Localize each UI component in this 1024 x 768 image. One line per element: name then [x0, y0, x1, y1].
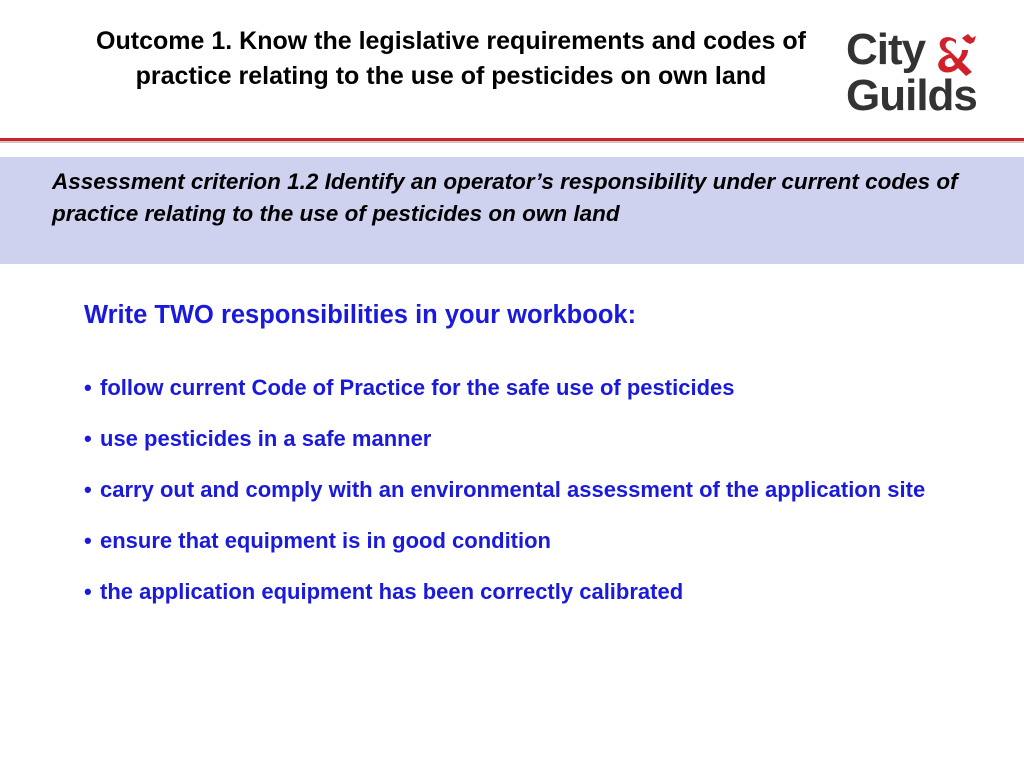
list-item-text: ensure that equipment is in good condition — [100, 528, 551, 553]
logo-text-guilds: Guilds — [846, 71, 977, 120]
bullet-icon: • — [84, 477, 92, 502]
slide-title: Outcome 1. Know the legislative requirements and codes of practice relating to the use of pesticides on own land — [96, 27, 806, 90]
bullet-icon: • — [84, 528, 92, 553]
list-item-text: the application equipment has been correctly calibrated — [100, 579, 684, 604]
responsibilities-list — [84, 372, 984, 627]
list-item-text: use pesticides in a safe manner — [100, 426, 432, 451]
list-item — [84, 525, 984, 557]
list-item — [84, 423, 984, 455]
list-item — [84, 576, 984, 608]
list-item — [84, 372, 984, 404]
assessment-criterion: Assessment criterion 1.2 Identify an operator’s responsibility under current codes of practice relating to the use of pesticides on own land — [52, 169, 958, 226]
list-item — [84, 474, 984, 506]
header-divider-gray — [0, 141, 1024, 143]
list-item-text: carry out and comply with an environmental assessment of the application site — [100, 477, 926, 502]
bullet-icon: • — [84, 426, 92, 451]
bullet-icon: • — [84, 375, 92, 400]
list-item-text: follow current Code of Practice for the safe use of pesticides — [100, 375, 735, 400]
city-and-guilds-logo — [846, 26, 986, 126]
bullet-icon: • — [84, 579, 92, 604]
instruction-heading: Write TWO responsibilities in your workbook: — [84, 301, 637, 329]
ampersand-lion-icon — [926, 32, 978, 76]
logo-text-city: City — [846, 25, 926, 74]
